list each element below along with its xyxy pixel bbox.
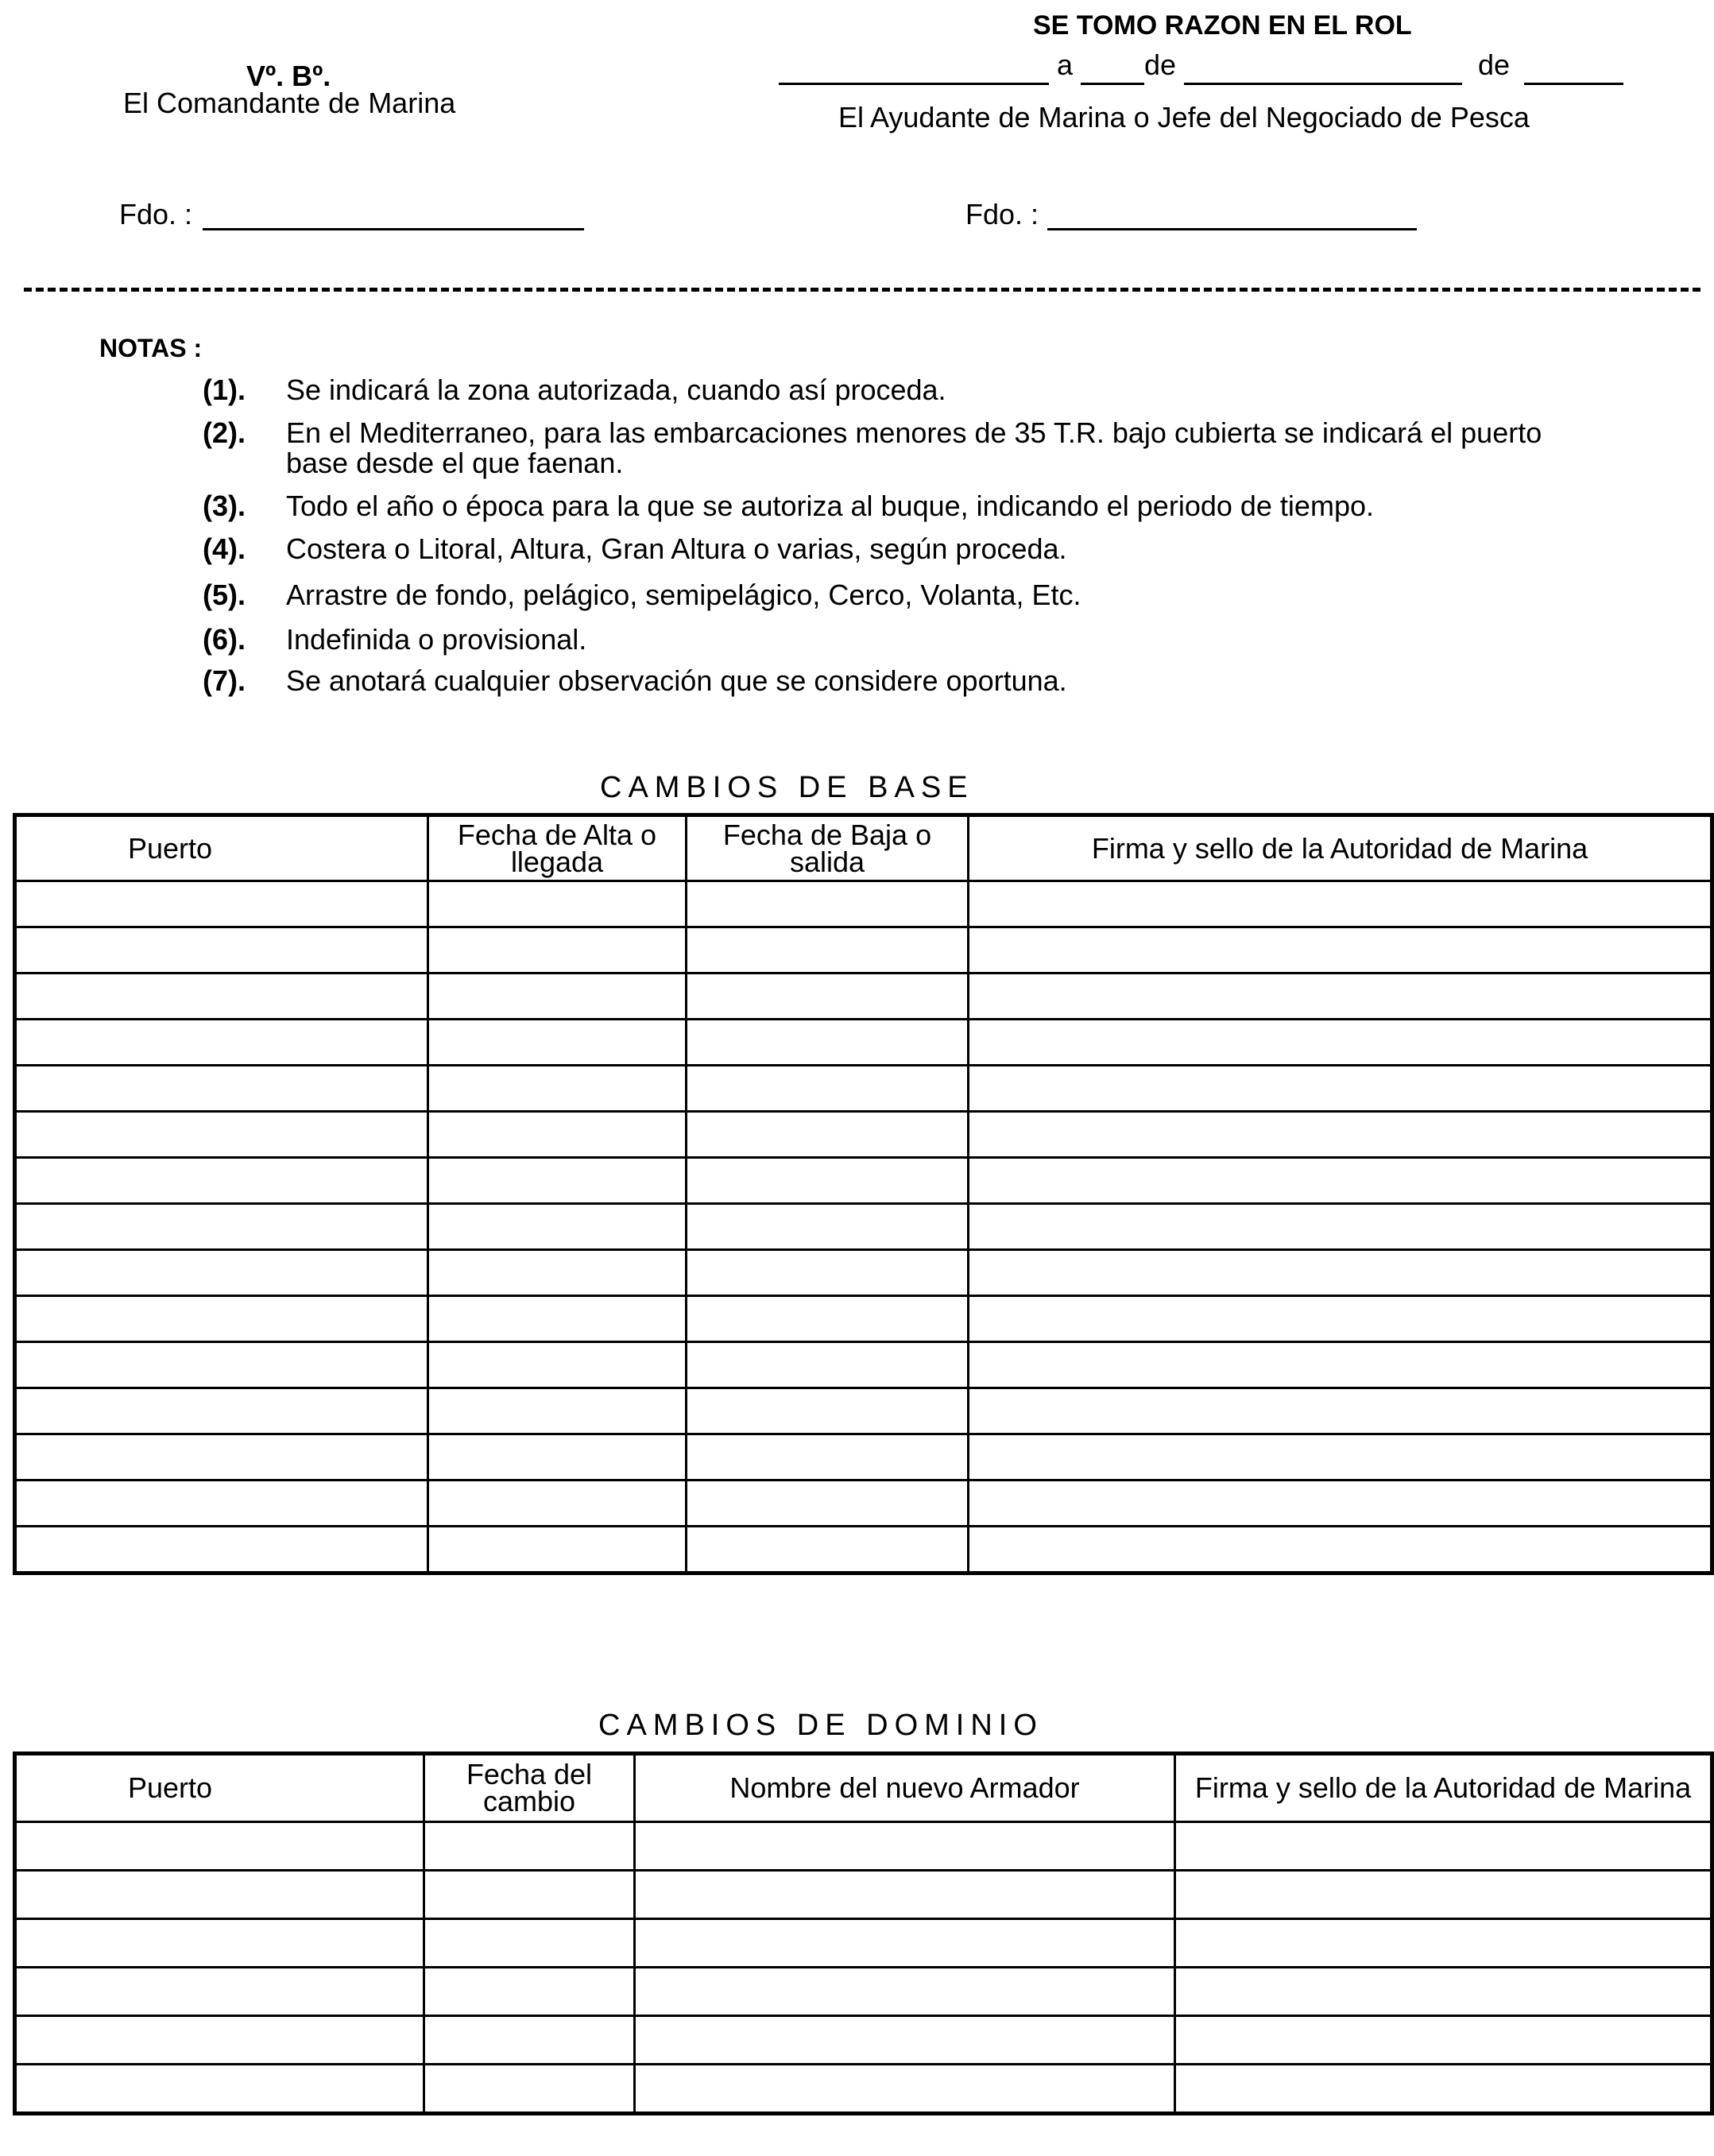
fdo-left-line[interactable] [203, 228, 584, 230]
note-number: (5). [203, 579, 246, 611]
table-row [15, 1158, 1712, 1204]
table-cell-input[interactable] [428, 1250, 687, 1296]
table-row [15, 1250, 1712, 1296]
column-header-firma: Firma y sello de la Autoridad de Marina [969, 815, 1712, 881]
table-row [15, 1066, 1712, 1112]
table-cell-input[interactable] [428, 1066, 687, 1112]
table-cell-input[interactable] [969, 973, 1712, 1020]
table-cell-input[interactable] [428, 1158, 687, 1204]
note-text: Todo el año o época para la que se autoriza al buque, indicando el periodo de tiempo. [286, 490, 1374, 522]
note-text: Indefinida o provisional. [286, 623, 587, 656]
table-cell-input[interactable] [424, 1871, 635, 1919]
table-cell-input[interactable] [635, 2065, 1175, 2114]
table-cell-input[interactable] [428, 881, 687, 927]
table-cell-input[interactable] [428, 1434, 687, 1481]
table-cell-input[interactable] [969, 1020, 1712, 1066]
note-number: (3). [203, 490, 246, 522]
column-header-fecha-cambio: Fecha del cambio [424, 1754, 635, 1822]
date-a-label: a [1057, 48, 1074, 81]
table-cell-input[interactable] [969, 1112, 1712, 1158]
note-text: Se anotará cualquier observación que se considere oportuna. [286, 664, 1067, 697]
note-text: Costera o Litoral, Altura, Gran Altura o varias, según proceda. [286, 532, 1067, 565]
note-number: (1). [203, 374, 246, 406]
table-cell-input[interactable] [969, 1481, 1712, 1527]
table-cell-input[interactable] [15, 1250, 428, 1296]
notes-title: NOTAS : [99, 334, 203, 362]
table-cell-input[interactable] [15, 1434, 428, 1481]
note-item [203, 491, 1637, 521]
table-cell-input[interactable] [969, 1250, 1712, 1296]
cambios-base-table [13, 813, 1714, 1575]
table-cell-input[interactable] [15, 881, 428, 927]
table-cell-input[interactable] [428, 1342, 687, 1388]
table-cell-input[interactable] [428, 1020, 687, 1066]
rol-title: SE TOMO RAZON EN EL ROL [1033, 10, 1412, 41]
table-cell-input[interactable] [15, 1968, 424, 2016]
table-cell-input[interactable] [687, 1204, 969, 1250]
note-text: Arrastre de fondo, pelágico, semipelágico, Cerco, Volanta, Etc. [286, 579, 1081, 611]
table-cell-input[interactable] [687, 973, 969, 1020]
table-header-row [15, 815, 1712, 881]
table-row [15, 2016, 1712, 2065]
note-item [203, 418, 1597, 478]
table-cell-input[interactable] [1175, 1822, 1712, 1871]
table-cell-input[interactable] [969, 881, 1712, 927]
table-cell-input[interactable] [428, 1204, 687, 1250]
note-item [203, 666, 1637, 696]
table-row [15, 881, 1712, 927]
cambios-base-title: CAMBIOS DE BASE [600, 771, 974, 804]
table-cell-input[interactable] [687, 1250, 969, 1296]
note-item [203, 534, 1637, 564]
table-cell-input[interactable] [428, 1388, 687, 1434]
table-cell-input[interactable] [15, 1871, 424, 1919]
cambios-dominio-body [15, 1822, 1712, 2114]
table-row [15, 973, 1712, 1020]
table-cell-input[interactable] [635, 1968, 1175, 2016]
table-row [15, 1968, 1712, 2016]
table-cell-input[interactable] [428, 1112, 687, 1158]
date-de-label-1: de [1144, 48, 1177, 81]
table-cell-input[interactable] [1175, 1919, 1712, 1968]
cambios-dominio-title: CAMBIOS DE DOMINIO [598, 1709, 1043, 1742]
table-cell-input[interactable] [15, 927, 428, 973]
note-text: En el Mediterraneo, para las embarcaciones menores de 35 T.R. bajo cubierta se indicará el puerto base desde el que faenan. [286, 416, 1542, 479]
table-cell-input[interactable] [15, 1296, 428, 1342]
table-cell-input[interactable] [15, 2016, 424, 2065]
table-row [15, 1296, 1712, 1342]
fdo-left-label: Fdo. : [119, 198, 193, 230]
table-cell-input[interactable] [15, 1388, 428, 1434]
note-number: (6). [203, 623, 246, 656]
note-number: (2). [203, 416, 246, 449]
table-cell-input[interactable] [424, 1919, 635, 1968]
column-header-puerto: Puerto [15, 815, 428, 881]
table-cell-input[interactable] [635, 1919, 1175, 1968]
table-cell-input[interactable] [15, 1158, 428, 1204]
date-day-line[interactable] [779, 83, 1049, 85]
table-cell-input[interactable] [687, 1112, 969, 1158]
table-cell-input[interactable] [424, 2065, 635, 2114]
table-cell-input[interactable] [687, 1434, 969, 1481]
comandante-label: El Comandante de Marina [123, 87, 456, 119]
table-cell-input[interactable] [969, 1204, 1712, 1250]
ayudante-label: El Ayudante de Marina o Jefe del Negociado de Pesca [838, 101, 1530, 134]
note-number: (7). [203, 664, 246, 697]
table-cell-input[interactable] [969, 1342, 1712, 1388]
table-row [15, 1527, 1712, 1573]
note-item [203, 375, 1637, 405]
table-row [15, 1919, 1712, 1968]
table-cell-input[interactable] [969, 1066, 1712, 1112]
table-cell-input[interactable] [424, 1968, 635, 2016]
note-number: (4). [203, 532, 246, 565]
column-header-fecha-alta: Fecha de Alta o llegada [428, 815, 687, 881]
note-item [203, 625, 1637, 655]
cambios-dominio-table [13, 1752, 1714, 2115]
table-cell-input[interactable] [424, 1822, 635, 1871]
note-text: Se indicará la zona autorizada, cuando así proceda. [286, 374, 946, 406]
table-cell-input[interactable] [428, 1296, 687, 1342]
table-cell-input[interactable] [635, 2016, 1175, 2065]
table-row [15, 1871, 1712, 1919]
table-row [15, 1342, 1712, 1388]
cambios-base-body [15, 881, 1712, 1573]
table-cell-input[interactable] [15, 973, 428, 1020]
table-cell-input[interactable] [687, 881, 969, 927]
table-cell-input[interactable] [687, 927, 969, 973]
date-de-label-2: de [1478, 48, 1511, 81]
table-header-row [15, 1754, 1712, 1822]
column-header-nuevo-armador: Nombre del nuevo Armador [635, 1754, 1175, 1822]
table-cell-input[interactable] [424, 2016, 635, 2065]
table-row [15, 1388, 1712, 1434]
table-row [15, 2065, 1712, 2114]
table-cell-input[interactable] [1175, 2016, 1712, 2065]
fdo-right-label: Fdo. : [965, 198, 1039, 230]
table-cell-input[interactable] [15, 2065, 424, 2114]
table-cell-input[interactable] [687, 1342, 969, 1388]
fdo-right-line[interactable] [1047, 228, 1417, 230]
table-row [15, 1822, 1712, 1871]
table-cell-input[interactable] [428, 927, 687, 973]
table-cell-input[interactable] [687, 1066, 969, 1112]
table-cell-input[interactable] [1175, 1968, 1712, 2016]
column-header-puerto: Puerto [15, 1754, 424, 1822]
table-cell-input[interactable] [15, 1822, 424, 1871]
table-cell-input[interactable] [1175, 1871, 1712, 1919]
date-year-line[interactable] [1184, 83, 1462, 85]
table-cell-input[interactable] [15, 1204, 428, 1250]
table-row [15, 1481, 1712, 1527]
table-cell-input[interactable] [1175, 2065, 1712, 2114]
date-month-line[interactable] [1081, 83, 1144, 85]
table-cell-input[interactable] [15, 1342, 428, 1388]
table-cell-input[interactable] [687, 1388, 969, 1434]
table-cell-input[interactable] [687, 1527, 969, 1573]
table-cell-input[interactable] [635, 1871, 1175, 1919]
table-cell-input[interactable] [969, 1158, 1712, 1204]
table-cell-input[interactable] [15, 1112, 428, 1158]
table-cell-input[interactable] [15, 1919, 424, 1968]
table-cell-input[interactable] [687, 1158, 969, 1204]
table-row [15, 1020, 1712, 1066]
table-cell-input[interactable] [969, 1296, 1712, 1342]
table-row [15, 1204, 1712, 1250]
table-cell-input[interactable] [15, 1020, 428, 1066]
table-cell-input[interactable] [15, 1481, 428, 1527]
table-cell-input[interactable] [15, 1066, 428, 1112]
table-cell-input[interactable] [969, 927, 1712, 973]
vb-label: Vº. Bº. [246, 60, 331, 92]
cut-line-separator [24, 288, 1700, 292]
table-cell-input[interactable] [428, 973, 687, 1020]
table-cell-input[interactable] [635, 1822, 1175, 1871]
table-cell-input[interactable] [687, 1296, 969, 1342]
table-cell-input[interactable] [15, 1527, 428, 1573]
table-row [15, 1434, 1712, 1481]
table-cell-input[interactable] [969, 1527, 1712, 1573]
table-cell-input[interactable] [969, 1434, 1712, 1481]
table-cell-input[interactable] [428, 1481, 687, 1527]
table-cell-input[interactable] [428, 1527, 687, 1573]
table-row [15, 927, 1712, 973]
column-header-firma: Firma y sello de la Autoridad de Marina [1175, 1754, 1712, 1822]
table-cell-input[interactable] [687, 1020, 969, 1066]
date-extra-line[interactable] [1524, 83, 1623, 85]
table-cell-input[interactable] [687, 1481, 969, 1527]
table-row [15, 1112, 1712, 1158]
note-item [203, 580, 1637, 610]
table-cell-input[interactable] [969, 1388, 1712, 1434]
column-header-fecha-baja: Fecha de Baja o salida [687, 815, 969, 881]
